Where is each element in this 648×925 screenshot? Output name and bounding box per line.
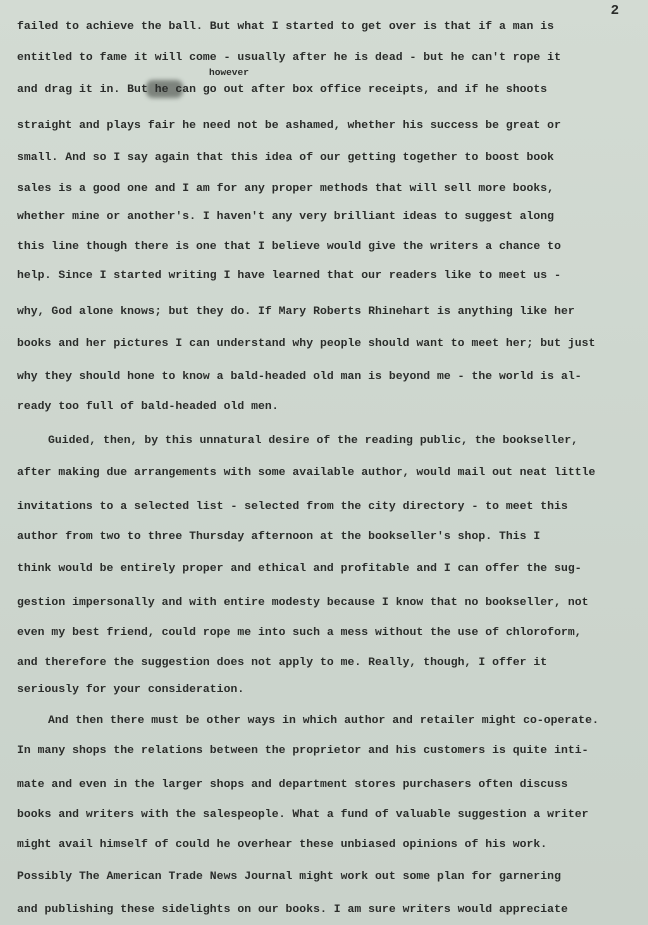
- text-line: gestion impersonally and with entire modesty because I know that no bookseller, not: [17, 597, 589, 609]
- text-line: entitled to fame it will come - usually after he is dead - but he can't rope it: [17, 52, 561, 64]
- text-line: And then there must be other ways in which author and retailer might co-operate.: [48, 715, 599, 727]
- text-line: think would be entirely proper and ethical and profitable and I can offer the sug-: [17, 563, 582, 575]
- text-line: failed to achieve the ball. But what I started to get over is that if a man is: [17, 21, 555, 33]
- text-line: and drag it in. But he can go out after box office receipts, and if he shoots: [17, 84, 548, 96]
- text-line: help. Since I started writing I have learned that our readers like to meet us -: [17, 270, 561, 282]
- text-line: seriously for your consideration.: [17, 684, 245, 696]
- text-line: might avail himself of could he overhear these unbiased opinions of his work.: [17, 839, 548, 851]
- text-line: whether mine or another's. I haven't any very brilliant ideas to suggest along: [17, 211, 555, 223]
- text-line: author from two to three Thursday afternoon at the bookseller's shop. This I: [17, 531, 541, 543]
- text-line: Possibly The American Trade News Journal might work out some plan for garnering: [17, 871, 561, 883]
- text-line: invitations to a selected list - selected from the city directory - to meet this: [17, 501, 568, 513]
- text-line: even my best friend, could rope me into such a mess without the use of chloroform,: [17, 627, 582, 639]
- page-number: 2: [610, 3, 619, 19]
- text-line: straight and plays fair he need not be ashamed, whether his success be great or: [17, 120, 561, 132]
- text-line: Guided, then, by this unnatural desire of the reading public, the bookseller,: [48, 435, 579, 447]
- text-line: books and writers with the salespeople. What a fund of valuable suggestion a writer: [17, 809, 589, 821]
- text-line: mate and even in the larger shops and department stores purchasers often discuss: [17, 779, 568, 791]
- text-line: this line though there is one that I believe would give the writers a chance to: [17, 241, 561, 253]
- text-line: why, God alone knows; but they do. If Mary Roberts Rhinehart is anything like her: [17, 306, 575, 318]
- text-line: books and her pictures I can understand why people should want to meet her; but just: [17, 338, 596, 350]
- text-line: small. And so I say again that this idea of our getting together to boost book: [17, 152, 555, 164]
- text-line: why they should hone to know a bald-headed old man is beyond me - the world is al-: [17, 371, 582, 383]
- text-line: ready too full of bald-headed old men.: [17, 401, 279, 413]
- text-line: In many shops the relations between the proprietor and his customers is quite inti-: [17, 745, 589, 757]
- typed-insertion: however: [209, 67, 249, 78]
- text-line: and therefore the suggestion does not apply to me. Really, though, I offer it: [17, 657, 548, 669]
- text-line: and publishing these sidelights on our books. I am sure writers would appreciate: [17, 904, 568, 916]
- text-line: sales is a good one and I am for any proper methods that will sell more books,: [17, 183, 555, 195]
- text-line: after making due arrangements with some available author, would mail out neat little: [17, 467, 596, 479]
